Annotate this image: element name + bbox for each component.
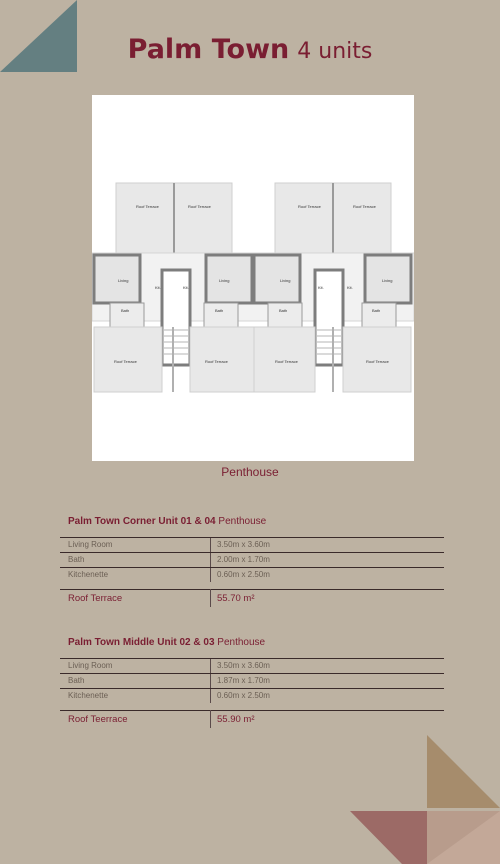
row-label: Living Room <box>68 540 113 549</box>
plan-label-living: Living <box>219 278 230 283</box>
plan-label-bath: Bath <box>215 308 224 313</box>
terrace-label: Roof Teerrace <box>68 714 128 725</box>
terrace-label: Roof Terrace <box>68 593 123 604</box>
page-title <box>0 34 500 65</box>
plan-label-living: Living <box>118 278 129 283</box>
plan-label-roof-terrace: Roof Terrace <box>298 204 321 209</box>
plan-caption: Penthouse <box>221 465 279 479</box>
floor-plan-image <box>92 95 414 461</box>
row-value: 3.50m x 3.60m <box>217 661 270 670</box>
bottom-right-triangle-decoration <box>340 735 500 864</box>
table-row <box>60 538 444 552</box>
table-row <box>60 674 444 688</box>
plan-label-bath: Bath <box>372 308 381 313</box>
section-title-suffix: Penthouse <box>218 516 267 527</box>
row-label: Kitchenette <box>68 570 109 579</box>
table-row <box>60 553 444 567</box>
terrace-row <box>60 710 444 728</box>
plan-label-roof-terrace: Roof Terrace <box>353 204 376 209</box>
plan-label-bath: Bath <box>121 308 130 313</box>
plan-label-roof-terrace: Roof Terrace <box>188 204 211 209</box>
table-row <box>60 689 444 703</box>
row-label: Bath <box>68 555 85 564</box>
plan-label-kit: Kit. <box>155 285 161 290</box>
terrace-row <box>60 589 444 607</box>
row-label: Kitchenette <box>68 691 109 700</box>
plan-label-kit: Kit. <box>347 285 353 290</box>
plan-label-roof-terrace: Roof Terrace <box>114 359 137 364</box>
terrace-value: 55.70 m² <box>217 593 255 604</box>
plan-label-roof-terrace: Roof Terrace <box>275 359 298 364</box>
plan-label-living: Living <box>280 278 291 283</box>
row-value: 3.50m x 3.60m <box>217 540 270 549</box>
section-title-bold: Palm Town Corner Unit 01 & 04 <box>68 516 216 527</box>
row-label: Bath <box>68 676 85 685</box>
row-value: 0.60m x 2.50m <box>217 570 270 579</box>
title-units: 4 units <box>297 39 373 64</box>
title-main: Palm Town <box>127 34 290 65</box>
plan-label-bath: Bath <box>279 308 288 313</box>
row-value: 1.87m x 1.70m <box>217 676 270 685</box>
terrace-value: 55.90 m² <box>217 714 255 725</box>
section-title-middle-unit <box>68 637 265 648</box>
plan-label-kit: Kit. <box>183 285 189 290</box>
section-title-suffix: Penthouse <box>217 637 266 648</box>
plan-label-roof-terrace: Roof Terrace <box>136 204 159 209</box>
row-value: 0.60m x 2.50m <box>217 691 270 700</box>
table-row <box>60 568 444 582</box>
table-row <box>60 659 444 673</box>
row-value: 2.00m x 1.70m <box>217 555 270 564</box>
floor-plan-drawing <box>92 95 414 461</box>
section-title-corner-unit <box>68 516 266 527</box>
plan-label-roof-terrace: Roof Terrace <box>205 359 228 364</box>
plan-label-roof-terrace: Roof Terrace <box>366 359 389 364</box>
plan-label-living: Living <box>382 278 393 283</box>
row-label: Living Room <box>68 661 113 670</box>
plan-label-kit: Kit. <box>318 285 324 290</box>
section-title-bold: Palm Town Middle Unit 02 & 03 <box>68 637 215 648</box>
